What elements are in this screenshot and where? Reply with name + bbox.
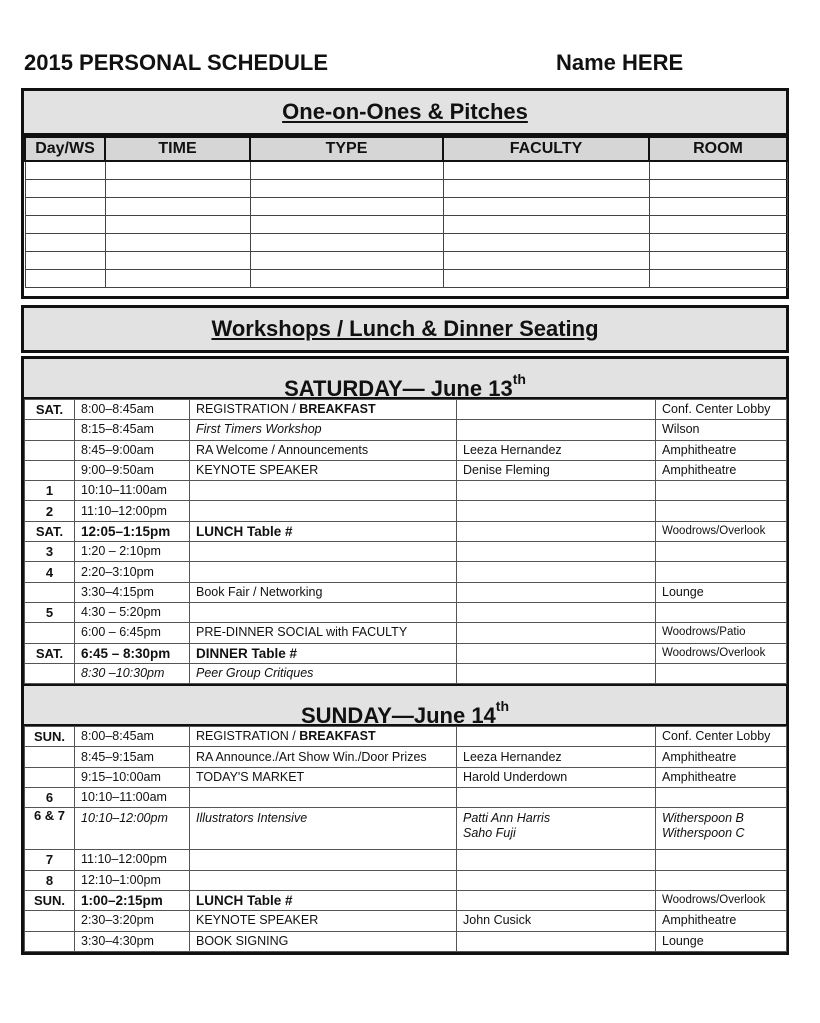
event-cell: TODAY'S MARKET — [190, 767, 457, 787]
room-cell: Lounge — [656, 582, 787, 602]
workshop-cell: 1 — [25, 481, 75, 501]
schedule-row — [25, 623, 787, 643]
workshop-cell — [25, 767, 75, 787]
room-cell — [656, 562, 787, 582]
room-cell: Woodrows/Overlook — [656, 890, 787, 910]
col-header: TIME — [105, 137, 250, 161]
room-cell — [656, 602, 787, 622]
workshop-cell — [25, 623, 75, 643]
workshop-cell: SAT. — [25, 521, 75, 541]
time-cell: 3:30–4:15pm — [75, 582, 190, 602]
workshop-cell: SUN. — [25, 727, 75, 747]
time-cell: 12:05–1:15pm — [75, 521, 190, 541]
time-cell: 8:00–8:45am — [75, 400, 190, 420]
schedule-section — [21, 356, 789, 955]
event-cell: LUNCH Table # — [190, 521, 457, 541]
event-cell — [190, 602, 457, 622]
event-cell: Peer Group Critiques — [190, 663, 457, 683]
room-cell — [656, 663, 787, 683]
event-cell: RA Welcome / Announcements — [190, 440, 457, 460]
name-field: Name HERE — [556, 50, 684, 75]
workshop-cell: 6 — [25, 788, 75, 808]
event-cell: BOOK SIGNING — [190, 931, 457, 951]
room-cell: Conf. Center Lobby — [656, 400, 787, 420]
schedule-row — [25, 911, 787, 931]
workshop-cell: 2 — [25, 501, 75, 521]
page-title: 2015 PERSONAL SCHEDULE — [24, 50, 329, 75]
blank-row — [25, 234, 787, 252]
time-cell: 9:00–9:50am — [75, 460, 190, 480]
time-cell: 1:00–2:15pm — [75, 890, 190, 910]
time-cell: 10:10–11:00am — [75, 788, 190, 808]
workshop-cell — [25, 747, 75, 767]
room-cell — [656, 542, 787, 562]
workshop-cell: 5 — [25, 602, 75, 622]
blank-row — [25, 252, 787, 270]
schedule-row — [25, 400, 787, 420]
schedule-row — [25, 663, 787, 683]
sunday-banner: SUNDAY—June 14th — [24, 684, 786, 726]
faculty-cell — [457, 542, 656, 562]
blank-row — [25, 161, 787, 180]
faculty-cell — [457, 931, 656, 951]
workshop-cell — [25, 460, 75, 480]
workshop-cell: SUN. — [25, 890, 75, 910]
workshop-cell: SAT. — [25, 643, 75, 663]
room-cell — [656, 481, 787, 501]
schedule-row — [25, 602, 787, 622]
time-cell: 8:30 –10:30pm — [75, 663, 190, 683]
room-cell: Conf. Center Lobby — [656, 727, 787, 747]
event-cell: RA Announce./Art Show Win./Door Prizes — [190, 747, 457, 767]
faculty-cell — [457, 521, 656, 541]
col-header: ROOM — [649, 137, 787, 161]
faculty-cell — [457, 788, 656, 808]
faculty-cell — [457, 562, 656, 582]
time-cell: 8:15–8:45am — [75, 420, 190, 440]
workshop-cell — [25, 911, 75, 931]
time-cell: 3:30–4:30pm — [75, 931, 190, 951]
blank-row — [25, 270, 787, 288]
schedule-row — [25, 808, 787, 850]
schedule-row — [25, 481, 787, 501]
time-cell: 8:00–8:45am — [75, 727, 190, 747]
blank-row — [25, 180, 787, 198]
event-cell — [190, 562, 457, 582]
blank-row — [25, 216, 787, 234]
time-cell: 10:10–12:00pm — [75, 808, 190, 850]
faculty-cell: Patti Ann Harris Saho Fuji — [457, 808, 656, 850]
schedule-row — [25, 643, 787, 663]
schedule-row — [25, 562, 787, 582]
time-cell: 2:30–3:20pm — [75, 911, 190, 931]
event-cell: REGISTRATION / BREAKFAST — [190, 400, 457, 420]
saturday-table — [24, 399, 787, 684]
time-cell: 4:30 – 5:20pm — [75, 602, 190, 622]
event-cell — [190, 481, 457, 501]
time-cell: 9:15–10:00am — [75, 767, 190, 787]
one-on-ones-section — [21, 88, 789, 299]
schedule-row — [25, 501, 787, 521]
faculty-cell — [457, 643, 656, 663]
one-on-ones-banner: One-on-Ones & Pitches — [24, 91, 786, 136]
faculty-cell — [457, 623, 656, 643]
time-cell: 11:10–12:00pm — [75, 501, 190, 521]
workshop-cell: 4 — [25, 562, 75, 582]
schedule-row — [25, 440, 787, 460]
room-cell — [656, 501, 787, 521]
faculty-cell — [457, 582, 656, 602]
schedule-row — [25, 767, 787, 787]
event-cell — [190, 850, 457, 870]
event-cell: KEYNOTE SPEAKER — [190, 911, 457, 931]
col-header: FACULTY — [443, 137, 649, 161]
event-cell — [190, 501, 457, 521]
faculty-cell: Harold Underdown — [457, 767, 656, 787]
col-header: TYPE — [250, 137, 443, 161]
event-cell: LUNCH Table # — [190, 890, 457, 910]
room-cell: Wilson — [656, 420, 787, 440]
faculty-cell: Leeza Hernandez — [457, 747, 656, 767]
schedule-row — [25, 420, 787, 440]
event-cell: KEYNOTE SPEAKER — [190, 460, 457, 480]
schedule-row — [25, 788, 787, 808]
schedule-row — [25, 850, 787, 870]
time-cell: 6:45 – 8:30pm — [75, 643, 190, 663]
time-cell: 10:10–11:00am — [75, 481, 190, 501]
event-cell: REGISTRATION / BREAKFAST — [190, 727, 457, 747]
workshop-cell — [25, 582, 75, 602]
room-cell — [656, 788, 787, 808]
time-cell: 6:00 – 6:45pm — [75, 623, 190, 643]
faculty-cell — [457, 400, 656, 420]
event-cell: DINNER Table # — [190, 643, 457, 663]
room-cell: Witherspoon B Witherspoon C — [656, 808, 787, 850]
workshop-cell — [25, 440, 75, 460]
schedule-row — [25, 931, 787, 951]
room-cell: Amphitheatre — [656, 440, 787, 460]
faculty-cell — [457, 850, 656, 870]
sunday-table — [24, 726, 787, 952]
event-cell — [190, 788, 457, 808]
one-on-ones-header-row — [25, 137, 787, 161]
workshop-cell: SAT. — [25, 400, 75, 420]
workshop-cell: 6 & 7 — [25, 808, 75, 850]
schedule-row — [25, 870, 787, 890]
blank-row — [25, 198, 787, 216]
workshops-banner: Workshops / Lunch & Dinner Seating — [21, 305, 789, 353]
time-cell: 2:20–3:10pm — [75, 562, 190, 582]
schedule-row — [25, 890, 787, 910]
faculty-cell — [457, 870, 656, 890]
room-cell: Amphitheatre — [656, 747, 787, 767]
time-cell: 8:45–9:00am — [75, 440, 190, 460]
schedule-row — [25, 727, 787, 747]
workshop-cell: 7 — [25, 850, 75, 870]
event-cell — [190, 542, 457, 562]
col-header: Day/WS — [25, 137, 105, 161]
faculty-cell — [457, 890, 656, 910]
room-cell: Woodrows/Overlook — [656, 643, 787, 663]
time-cell: 11:10–12:00pm — [75, 850, 190, 870]
event-cell: PRE-DINNER SOCIAL with FACULTY — [190, 623, 457, 643]
time-cell: 12:10–1:00pm — [75, 870, 190, 890]
event-cell — [190, 870, 457, 890]
faculty-cell: John Cusick — [457, 911, 656, 931]
event-cell: Illustrators Intensive — [190, 808, 457, 850]
schedule-row — [25, 747, 787, 767]
room-cell — [656, 870, 787, 890]
faculty-cell — [457, 727, 656, 747]
faculty-cell — [457, 481, 656, 501]
event-cell: Book Fair / Networking — [190, 582, 457, 602]
schedule-row — [25, 542, 787, 562]
schedule-row — [25, 460, 787, 480]
one-on-ones-table — [24, 136, 788, 288]
faculty-cell — [457, 501, 656, 521]
faculty-cell — [457, 420, 656, 440]
room-cell: Amphitheatre — [656, 460, 787, 480]
schedule-row — [25, 582, 787, 602]
workshop-cell: 8 — [25, 870, 75, 890]
room-cell — [656, 850, 787, 870]
event-cell: First Timers Workshop — [190, 420, 457, 440]
faculty-cell — [457, 663, 656, 683]
room-cell: Woodrows/Patio — [656, 623, 787, 643]
workshop-cell: 3 — [25, 542, 75, 562]
faculty-cell: Denise Fleming — [457, 460, 656, 480]
time-cell: 1:20 – 2:10pm — [75, 542, 190, 562]
workshop-cell — [25, 420, 75, 440]
room-cell: Lounge — [656, 931, 787, 951]
room-cell: Woodrows/Overlook — [656, 521, 787, 541]
schedule-row — [25, 521, 787, 541]
room-cell: Amphitheatre — [656, 911, 787, 931]
faculty-cell — [457, 602, 656, 622]
saturday-banner: SATURDAY— June 13th — [24, 359, 786, 399]
time-cell: 8:45–9:15am — [75, 747, 190, 767]
faculty-cell: Leeza Hernandez — [457, 440, 656, 460]
workshop-cell — [25, 663, 75, 683]
room-cell: Amphitheatre — [656, 767, 787, 787]
workshop-cell — [25, 931, 75, 951]
